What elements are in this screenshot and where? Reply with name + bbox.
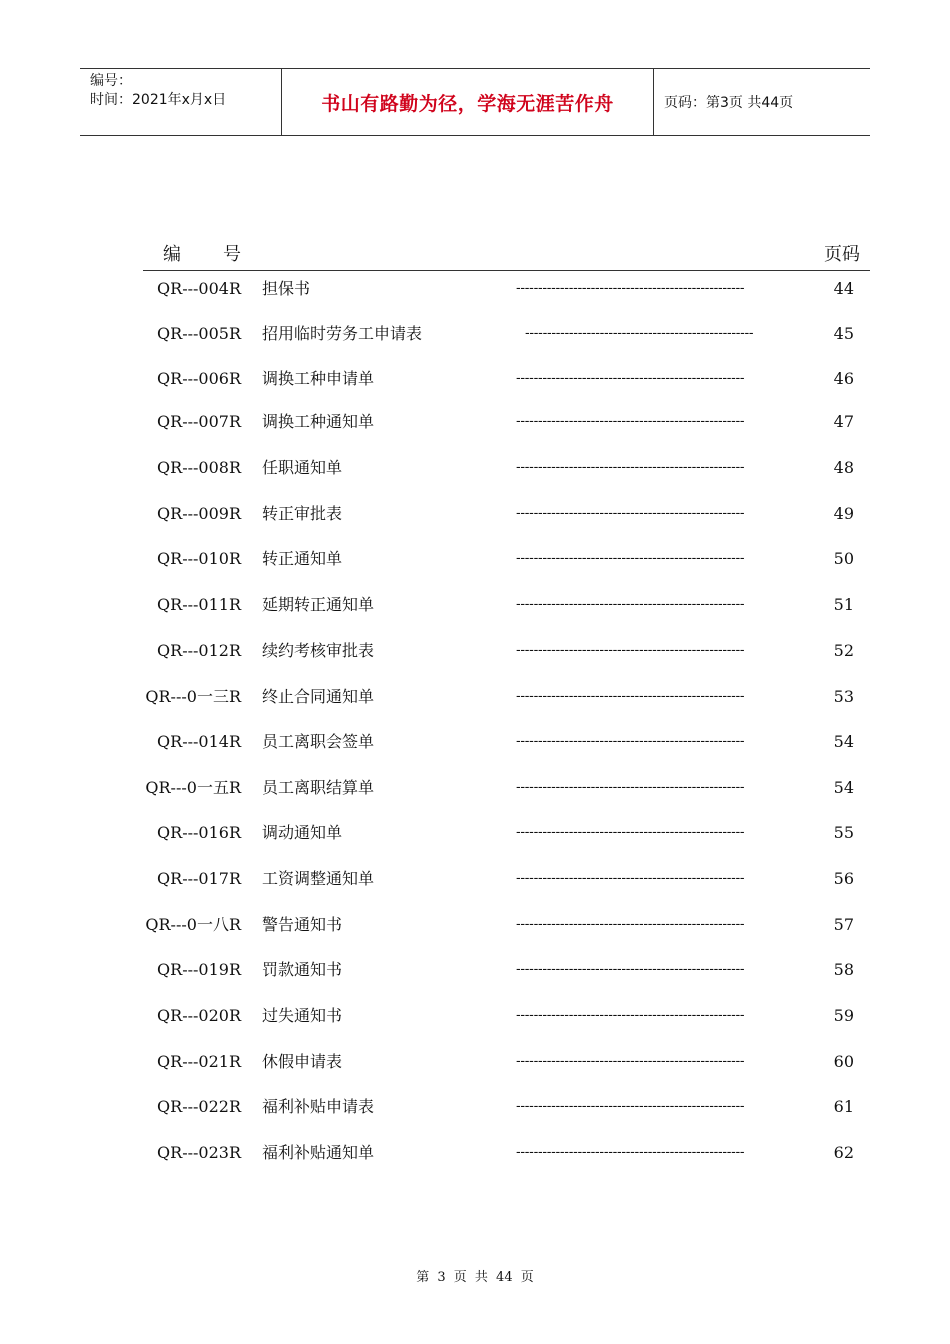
toc-row-title: 过失通知书 <box>262 1006 343 1025</box>
toc-row <box>0 685 950 709</box>
page-header <box>80 68 870 136</box>
toc-row-code: QR---020R <box>157 1006 241 1025</box>
toc-row-title: 终止合同通知单 <box>262 687 375 706</box>
toc-row <box>0 593 950 617</box>
toc-row-title: 延期转正通知单 <box>262 595 375 614</box>
toc-row-code: QR---0一八R <box>145 915 241 934</box>
toc-row <box>0 1095 950 1119</box>
header-meta <box>80 69 282 135</box>
toc-row-page: 50 <box>833 549 854 568</box>
toc-row-code: QR---016R <box>157 823 241 842</box>
toc-row-page: 54 <box>833 778 854 797</box>
toc-row-leader: ---------------------------------------------------- <box>516 962 745 977</box>
toc-col-page: 页码 <box>824 244 860 265</box>
toc-row-leader: ---------------------------------------------------- <box>516 1008 745 1023</box>
toc-row-code: QR---012R <box>157 641 241 660</box>
page-footer: 第 3 页 共 44 页 <box>416 1270 534 1285</box>
toc-row-code: QR---0一三R <box>145 687 241 706</box>
toc-row-page: 49 <box>833 504 854 523</box>
toc-row-leader: ---------------------------------------------------- <box>516 1099 745 1114</box>
toc-col-code: 编号 <box>163 244 283 265</box>
toc-row-code: QR---019R <box>157 960 241 979</box>
toc-row-code: QR---004R <box>157 279 241 298</box>
toc-row <box>0 1004 950 1028</box>
toc-row-leader: ---------------------------------------------------- <box>516 780 745 795</box>
toc-row-title: 调动通知单 <box>262 823 343 842</box>
toc-row <box>0 410 950 434</box>
toc-row <box>0 867 950 891</box>
toc-header <box>143 240 870 271</box>
toc-row-leader: ---------------------------------------------------- <box>516 1145 745 1160</box>
toc-row-title: 续约考核审批表 <box>262 641 375 660</box>
toc-row-leader: ---------------------------------------------------- <box>516 917 745 932</box>
toc-row-title: 福利补贴申请表 <box>262 1097 375 1116</box>
toc-row-title: 调换工种申请单 <box>262 369 375 388</box>
toc-row-code: QR---011R <box>157 595 241 614</box>
toc-row-code: QR---009R <box>157 504 241 523</box>
toc-row-leader: ---------------------------------------------------- <box>525 326 754 341</box>
toc-row-title: 警告通知书 <box>262 915 343 934</box>
toc-row-page: 55 <box>833 823 854 842</box>
toc-row <box>0 913 950 937</box>
toc-row-title: 招用临时劳务工申请表 <box>262 324 423 343</box>
toc-row <box>0 821 950 845</box>
toc-row-leader: ---------------------------------------------------- <box>516 371 745 386</box>
toc-row-code: QR---021R <box>157 1052 241 1071</box>
toc-row-page: 47 <box>833 412 854 431</box>
toc-row-leader: ---------------------------------------------------- <box>516 281 745 296</box>
toc-row-code: QR---007R <box>157 412 241 431</box>
toc-row-page: 60 <box>833 1052 854 1071</box>
toc-row <box>0 730 950 754</box>
toc-row <box>0 958 950 982</box>
toc-row-code: QR---0一五R <box>145 778 241 797</box>
toc-row-code: QR---008R <box>157 458 241 477</box>
toc-row-code: QR---006R <box>157 369 241 388</box>
header-page-info: 页码：第3页 共44页 <box>664 95 794 111</box>
toc-row-page: 48 <box>833 458 854 477</box>
time-label: 时间：2021年x月x日 <box>90 92 227 108</box>
toc-row-code: QR---010R <box>157 549 241 568</box>
toc-row-title: 担保书 <box>262 279 311 298</box>
toc-row-leader: ---------------------------------------------------- <box>516 460 745 475</box>
toc-row-code: QR---023R <box>157 1143 241 1162</box>
toc-row-title: 罚款通知书 <box>262 960 343 979</box>
toc-row-title: 福利补贴通知单 <box>262 1143 375 1162</box>
toc-row-page: 57 <box>833 915 854 934</box>
toc-row-page: 59 <box>833 1006 854 1025</box>
toc-row-leader: ---------------------------------------------------- <box>516 871 745 886</box>
toc-row-page: 52 <box>833 641 854 660</box>
toc-row-leader: ---------------------------------------------------- <box>516 825 745 840</box>
toc-row-page: 44 <box>833 279 854 298</box>
toc-row-title: 转正审批表 <box>262 504 343 523</box>
toc-row-page: 56 <box>833 869 854 888</box>
toc-row-title: 员工离职会签单 <box>262 732 375 751</box>
toc-row <box>0 367 950 391</box>
toc-row-title: 休假申请表 <box>262 1052 343 1071</box>
toc-row-code: QR---014R <box>157 732 241 751</box>
toc-row-leader: ---------------------------------------------------- <box>516 734 745 749</box>
toc-row-leader: ---------------------------------------------------- <box>516 506 745 521</box>
header-motto: 书山有路勤为径，学海无涯苦作舟 <box>282 69 654 135</box>
toc-row <box>0 322 950 346</box>
toc-row-page: 54 <box>833 732 854 751</box>
toc-row-leader: ---------------------------------------------------- <box>516 414 745 429</box>
toc-row-code: QR---022R <box>157 1097 241 1116</box>
toc-row-leader: ---------------------------------------------------- <box>516 551 745 566</box>
toc-row-page: 62 <box>833 1143 854 1162</box>
toc-row-page: 58 <box>833 960 854 979</box>
toc-row <box>0 547 950 571</box>
toc-row <box>0 1050 950 1074</box>
number-label: 编号： <box>90 73 132 89</box>
toc-row-code: QR---005R <box>157 324 241 343</box>
toc-row-page: 51 <box>833 595 854 614</box>
toc-row-page: 53 <box>833 687 854 706</box>
toc-row-title: 调换工种通知单 <box>262 412 375 431</box>
toc-row <box>0 456 950 480</box>
toc-row-leader: ---------------------------------------------------- <box>516 597 745 612</box>
toc-row-title: 任职通知单 <box>262 458 343 477</box>
toc-row <box>0 277 950 301</box>
toc-row-title: 工资调整通知单 <box>262 869 375 888</box>
toc-row <box>0 1141 950 1165</box>
toc-row-page: 46 <box>833 369 854 388</box>
toc-row-page: 61 <box>833 1097 854 1116</box>
toc-row-title: 转正通知单 <box>262 549 343 568</box>
toc-row <box>0 776 950 800</box>
toc-row-title: 员工离职结算单 <box>262 778 375 797</box>
toc-row-leader: ---------------------------------------------------- <box>516 689 745 704</box>
toc-row <box>0 502 950 526</box>
toc-row-code: QR---017R <box>157 869 241 888</box>
toc-row-page: 45 <box>833 324 854 343</box>
toc-row <box>0 639 950 663</box>
toc-row-leader: ---------------------------------------------------- <box>516 643 745 658</box>
toc-row-leader: ---------------------------------------------------- <box>516 1054 745 1069</box>
